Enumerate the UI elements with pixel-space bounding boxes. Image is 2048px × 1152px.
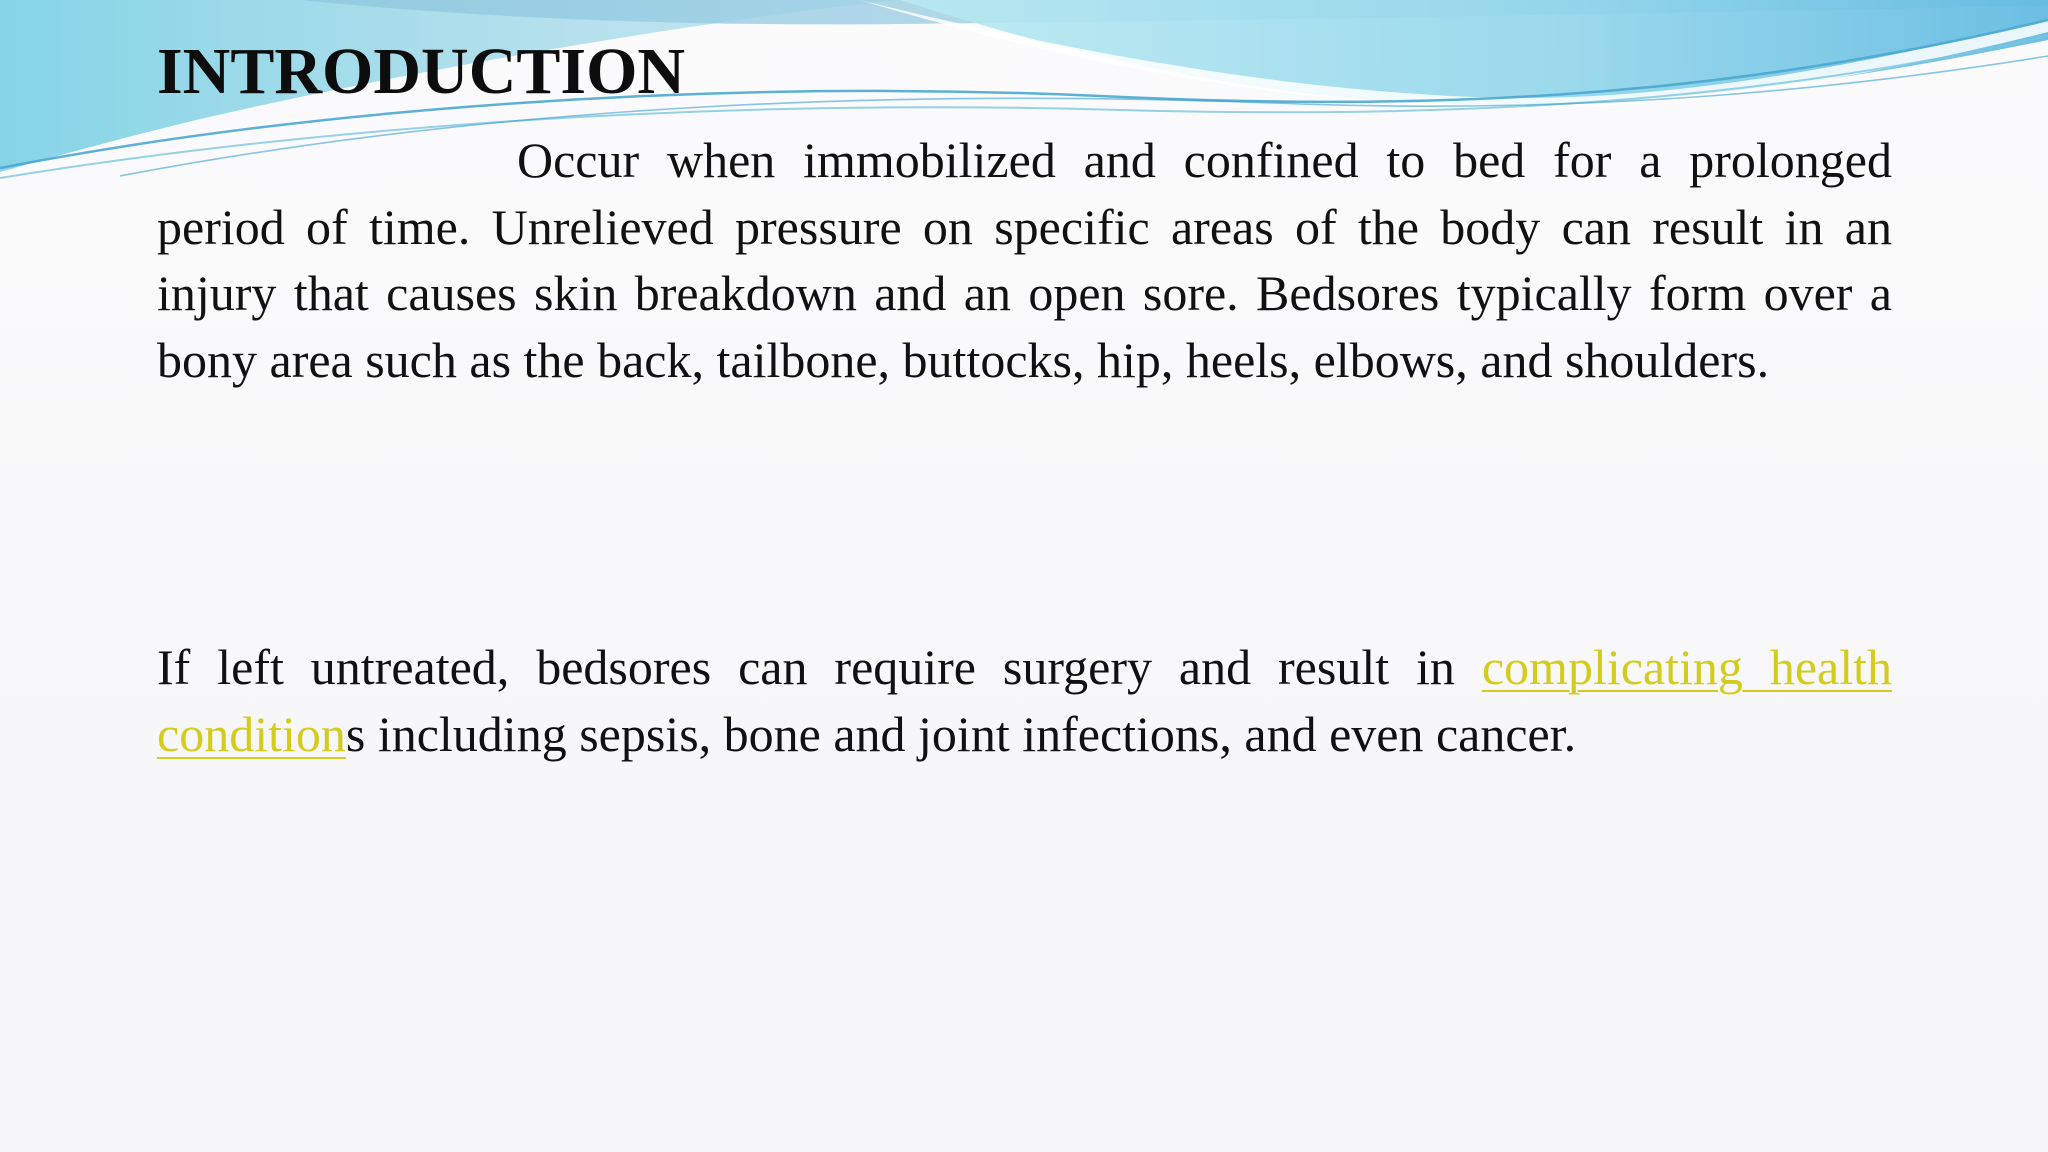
- consequences-text-after-link: s including sepsis, bone and joint infections, and even cancer.: [345, 705, 1577, 762]
- consequences-paragraph: [157, 634, 1892, 767]
- consequences-text-before-link: If left untreated, bedsores can require surgery and result in: [157, 639, 1482, 695]
- slide-title: INTRODUCTION: [157, 35, 686, 108]
- intro-paragraph: Occur when immobilized and confined to bed for a prolonged period of time. Unrelieved pressure on specific areas of the body can result in an injury that causes skin breakdown and an open sore. Bedsores typically form over a bony area such as the back, tailbone, buttocks, hip, heels, elbows, and shoulders.: [157, 132, 1892, 388]
- complicating-health-condition-link[interactable]: complicating health condition: [157, 639, 1892, 762]
